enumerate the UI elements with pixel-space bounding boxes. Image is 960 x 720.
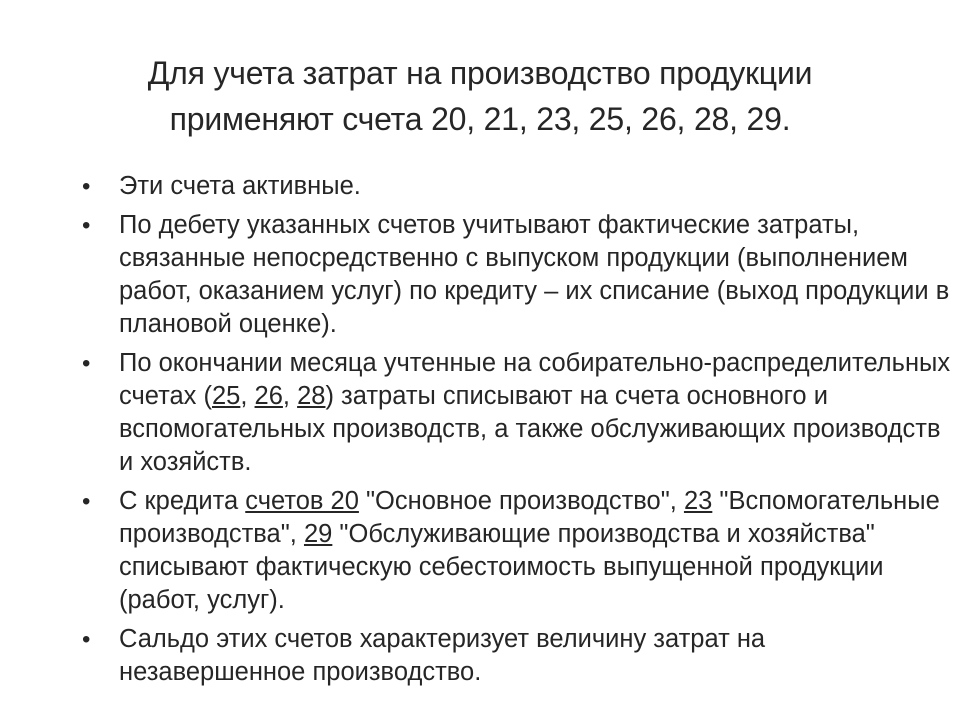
bullet-item — [82, 623, 952, 689]
bullet-text: Эти счета активные. — [119, 172, 361, 200]
account-link-28[interactable]: 28 — [297, 382, 326, 410]
slide-title — [60, 50, 900, 142]
bullet-text: По дебету указанных счетов учитывают фактические затраты, связанные непосредственно с выпуском продукции (выполнением работ, оказанием услуг) по кредиту – их списание (выход продукции в плановой оценке). — [119, 211, 950, 338]
bullet-icon: • — [82, 350, 91, 377]
bullet-text-part: "Обслуживающие производства и хозяйства" списывают фактическую себестоимость выпущенной продукции (работ, услуг). — [119, 520, 884, 614]
account-link-29[interactable]: 29 — [303, 520, 333, 548]
bullet-icon: • — [82, 173, 91, 200]
bullet-text-separator: , — [240, 382, 255, 410]
bullet-icon: • — [82, 488, 91, 515]
bullet-text-part: ) затраты списывают на счета основного и вспомогательных производств, а также обслуживающих производств и хозяйств. — [119, 382, 941, 476]
bullet-icon: • — [82, 212, 91, 239]
bullet-text-part: "Вспомогательные производства", — [119, 487, 940, 548]
bullet-item — [82, 347, 952, 479]
bullet-text-part: По окончании месяца учтенные на собирательно-распределительных счетах ( — [119, 349, 951, 410]
bullet-icon: • — [82, 626, 91, 653]
bullet-item — [82, 209, 952, 341]
bullet-text: Сальдо этих счетов характеризует величину затрат на незавершенное производство. — [119, 625, 766, 686]
account-link-26[interactable]: 26 — [254, 382, 283, 410]
bullet-item — [82, 170, 952, 203]
title-line-1: Для учета затрат на производство продукции — [147, 55, 813, 91]
account-link-20[interactable]: счетов 20 — [245, 487, 359, 515]
account-link-25[interactable]: 25 — [212, 382, 241, 410]
bullet-item — [82, 485, 952, 617]
bullet-list — [82, 170, 952, 695]
bullet-text-part: "Основное производство", — [358, 487, 684, 515]
title-line-2: применяют счета 20, 21, 23, 25, 26, 28, 29. — [169, 101, 791, 137]
account-link-23[interactable]: 23 — [683, 487, 713, 515]
bullet-text-part: С кредита — [119, 487, 246, 515]
bullet-text-separator: , — [282, 382, 298, 410]
